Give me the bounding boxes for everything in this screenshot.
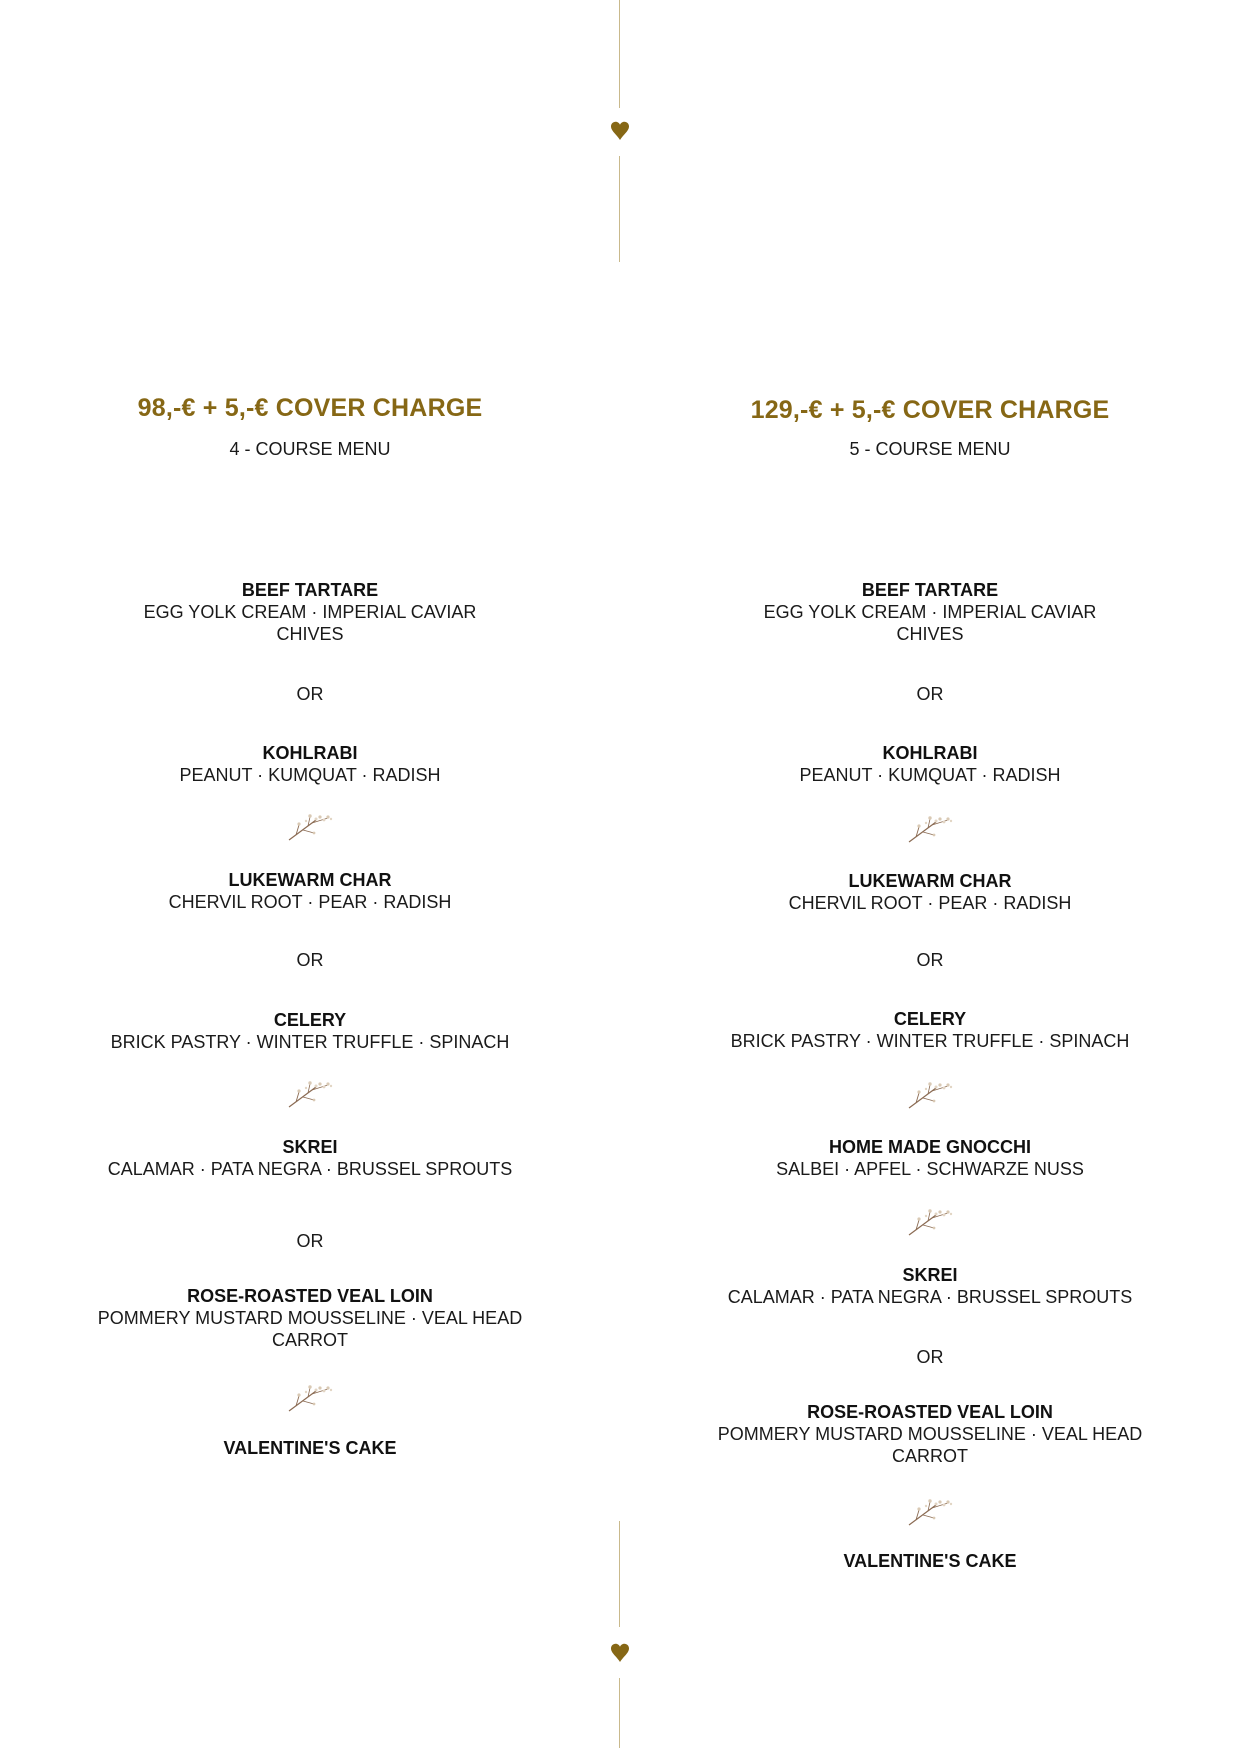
price-heading: 129,-€ + 5,-€ COVER CHARGE	[750, 396, 1110, 424]
divider-line-bottom-lower	[619, 1678, 620, 1748]
course-description: BRICK PASTRY · WINTER TRUFFLE · SPINACH	[730, 1031, 1130, 1051]
course-title: VALENTINE'S CAKE	[843, 1551, 1017, 1571]
branch-sprig-icon	[906, 1079, 954, 1111]
course-description: PEANUT · KUMQUAT · RADISH	[179, 765, 441, 785]
menu-column-right	[650, 0, 1210, 1748]
course-title: CELERY	[893, 1009, 967, 1029]
heart-icon	[610, 1643, 630, 1663]
menu-column-left	[30, 0, 590, 1748]
course-description: EGG YOLK CREAM · IMPERIAL CAVIAR	[763, 602, 1097, 622]
course-item	[30, 1136, 590, 1180]
course-title: HOME MADE GNOCCHI	[829, 1137, 1031, 1157]
course-description: CHIVES	[896, 624, 964, 644]
or-separator: OR	[916, 1347, 944, 1367]
branch-sprig-icon	[286, 1382, 334, 1414]
branch-sprig-icon	[286, 1078, 334, 1110]
branch-sprig-icon	[906, 813, 954, 845]
course-title: KOHLRABI	[882, 743, 978, 763]
course-description: SALBEI · APFEL · SCHWARZE NUSS	[776, 1159, 1084, 1179]
branch-sprig-icon	[906, 1206, 954, 1238]
course-title: BEEF TARTARE	[861, 580, 999, 600]
course-description: CALAMAR · PATA NEGRA · BRUSSEL SPROUTS	[727, 1287, 1133, 1307]
divider-line-top-upper	[619, 0, 620, 108]
course-title: SKREI	[902, 1265, 958, 1285]
course-description: POMMERY MUSTARD MOUSSELINE · VEAL HEAD	[717, 1424, 1143, 1444]
course-description: BRICK PASTRY · WINTER TRUFFLE · SPINACH	[110, 1032, 510, 1052]
course-title: ROSE-ROASTED VEAL LOIN	[807, 1402, 1053, 1422]
course-description: EGG YOLK CREAM · IMPERIAL CAVIAR	[143, 602, 477, 622]
menu-subtitle: 4 - COURSE MENU	[229, 439, 391, 459]
course-item	[30, 1285, 590, 1351]
heart-icon	[610, 121, 630, 141]
course-description: POMMERY MUSTARD MOUSSELINE · VEAL HEAD	[97, 1308, 523, 1328]
course-item	[650, 1264, 1210, 1308]
branch-sprig-icon	[906, 1496, 954, 1528]
course-title: CELERY	[273, 1010, 347, 1030]
divider-line-top-lower	[619, 156, 620, 262]
course-title: LUKEWARM CHAR	[848, 871, 1012, 891]
price-heading: 98,-€ + 5,-€ COVER CHARGE	[137, 394, 483, 422]
course-item	[30, 869, 590, 913]
or-separator: OR	[916, 684, 944, 704]
course-item	[650, 870, 1210, 914]
course-item	[30, 579, 590, 645]
course-title: ROSE-ROASTED VEAL LOIN	[187, 1286, 433, 1306]
branch-sprig-icon	[286, 811, 334, 843]
course-title: VALENTINE'S CAKE	[223, 1438, 397, 1458]
course-title: SKREI	[282, 1137, 338, 1157]
course-item	[30, 1009, 590, 1053]
course-description: CHIVES	[276, 624, 344, 644]
course-description: PEANUT · KUMQUAT · RADISH	[799, 765, 1061, 785]
course-title: BEEF TARTARE	[241, 580, 379, 600]
course-description: CARROT	[272, 1330, 348, 1350]
course-item	[650, 579, 1210, 645]
course-title: KOHLRABI	[262, 743, 358, 763]
course-description: CARROT	[892, 1446, 968, 1466]
course-item	[650, 1136, 1210, 1180]
or-separator: OR	[296, 1231, 324, 1251]
course-description: CHERVIL ROOT · PEAR · RADISH	[788, 893, 1072, 913]
course-item	[650, 1008, 1210, 1052]
or-separator: OR	[296, 684, 324, 704]
menu-subtitle: 5 - COURSE MENU	[849, 439, 1011, 459]
course-title: LUKEWARM CHAR	[228, 870, 392, 890]
course-item	[30, 1437, 590, 1459]
or-separator: OR	[296, 950, 324, 970]
course-item	[650, 1550, 1210, 1572]
or-separator: OR	[916, 950, 944, 970]
course-item	[650, 1401, 1210, 1467]
course-item	[30, 742, 590, 786]
course-description: CHERVIL ROOT · PEAR · RADISH	[168, 892, 452, 912]
course-item	[650, 742, 1210, 786]
course-description: CALAMAR · PATA NEGRA · BRUSSEL SPROUTS	[107, 1159, 513, 1179]
divider-line-bottom-upper	[619, 1521, 620, 1627]
